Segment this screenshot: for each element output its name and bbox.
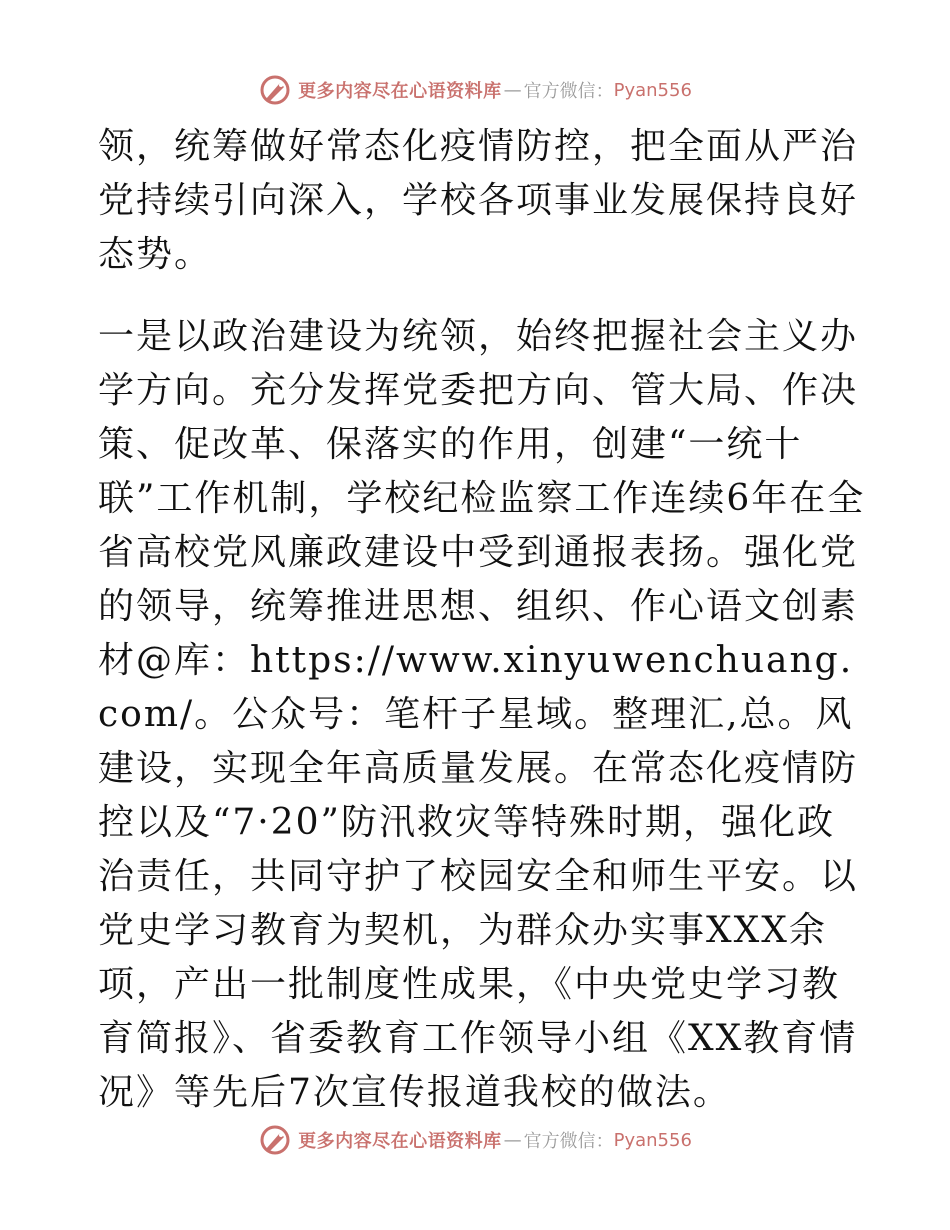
watermark-separator: —	[503, 1129, 522, 1151]
paragraph-1: 领，统筹做好常态化疫情防控，把全面从严治党持续引向深入，学校各项事业发展保持良好态势。	[98, 126, 859, 275]
pen-nib-circle-icon	[258, 1123, 292, 1157]
document-body	[98, 120, 868, 1120]
header-watermark	[0, 72, 950, 108]
watermark-brand: 更多内容尽在心语资料库	[298, 1131, 502, 1152]
watermark-account: Pyan556	[613, 1129, 692, 1151]
pen-nib-circle-icon	[258, 73, 292, 107]
paragraph-2: 一是以政治建设为统领，始终把握社会主义办学方向。充分发挥党委把方向、管大局、作决策、促改革、保落实的作用，创建“一统十联”工作机制，学校纪检监察工作连续6年在全省高校党风廉政建设中受到通报表扬。强化党的领导，统筹推进思想、组织、作心语文创素材@库：https://www.xinyuwenchuang.com/。公众号：笔杆子星域。整理汇,总。风建设，实现全年高质量发展。在常态化疫情防控以及“7·20”防汛救灾等特殊时期，强化政治责任，共同守护了校园安全和师生平安。以党史学习教育为契机，为群众办实事XXX余项，产出一批制度性成果，《中央党史学习教育简报》、省委教育工作领导小组《XX教育情况》等先后7次宣传报道我校的做法。	[98, 316, 866, 1113]
watermark-label: 官方微信：	[523, 81, 614, 102]
watermark-separator: —	[503, 79, 522, 101]
footer-watermark	[0, 1122, 950, 1158]
watermark-account: Pyan556	[613, 79, 692, 101]
watermark-label: 官方微信：	[523, 1131, 614, 1152]
watermark-brand: 更多内容尽在心语资料库	[298, 81, 502, 102]
